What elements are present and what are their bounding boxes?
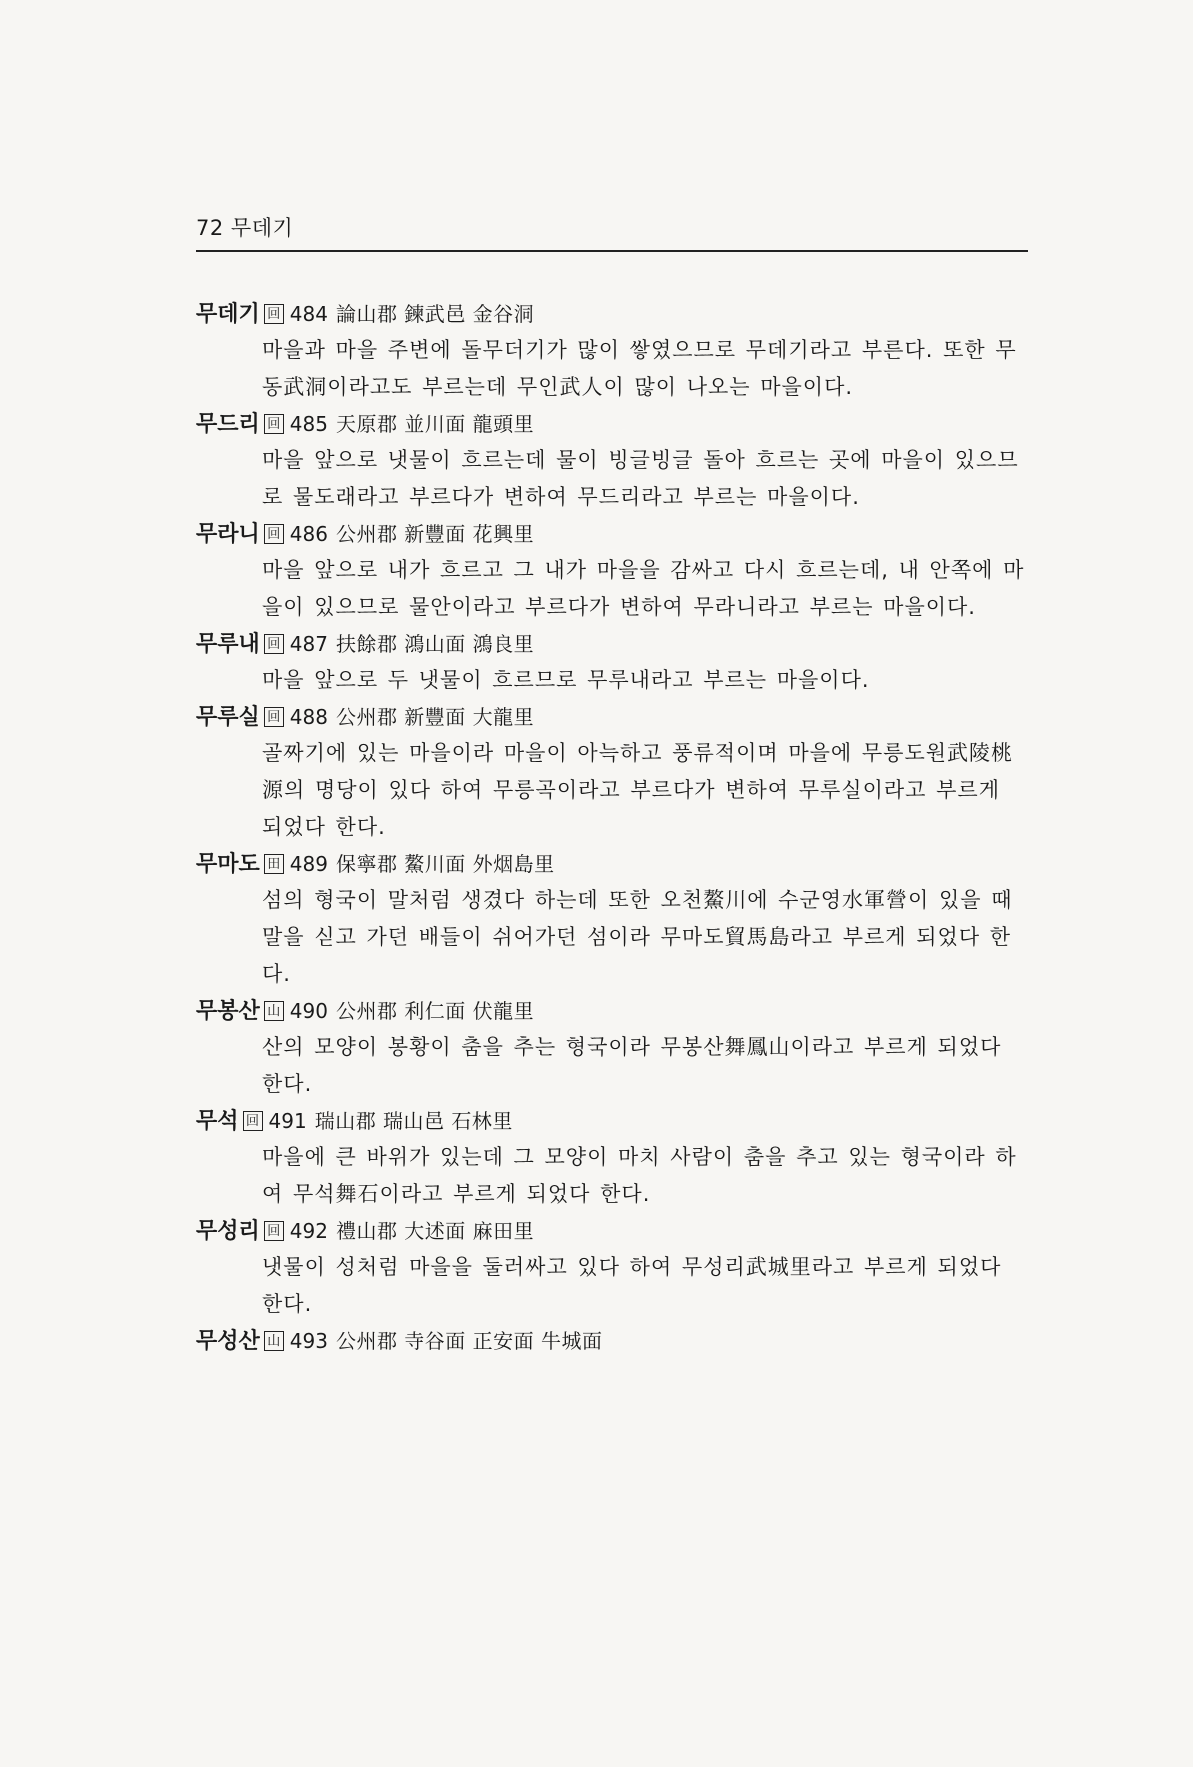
entry-number: 493 bbox=[289, 1329, 328, 1353]
entry-list bbox=[196, 296, 1028, 1359]
type-box-icon: 山 bbox=[264, 1001, 284, 1021]
entry-491 bbox=[196, 1103, 1028, 1213]
entry-location: 公州郡 新豐面 花興里 bbox=[335, 522, 535, 546]
type-box-icon: 回 bbox=[243, 1111, 263, 1131]
entry-heading bbox=[196, 626, 1028, 662]
headword: 무봉산 bbox=[196, 999, 260, 1024]
entry-490 bbox=[196, 993, 1028, 1103]
entry-description: 마을 앞으로 내가 흐르고 그 내가 마을을 감싸고 다시 흐르는데, 내 안쪽에 마을이 있으므로 물안이라고 부르다가 변하여 무라니라고 부르는 마을이다. bbox=[262, 558, 1025, 619]
page-number: 72 bbox=[196, 216, 224, 240]
entry-484 bbox=[196, 296, 1028, 406]
entry-heading bbox=[196, 296, 1028, 332]
entry-location: 保寧郡 鰲川面 外烟島里 bbox=[335, 852, 555, 876]
headword: 무루실 bbox=[196, 705, 260, 730]
type-box-icon: 山 bbox=[264, 1331, 284, 1351]
type-box-icon: 回 bbox=[264, 707, 284, 727]
headword: 무성리 bbox=[196, 1219, 260, 1244]
entry-number: 491 bbox=[268, 1109, 307, 1133]
entry-493 bbox=[196, 1323, 1028, 1359]
entry-heading bbox=[196, 1103, 1028, 1139]
entry-location: 天原郡 並川面 龍頭里 bbox=[335, 412, 535, 436]
type-box-icon: 回 bbox=[264, 524, 284, 544]
entry-486 bbox=[196, 516, 1028, 626]
entry-location: 公州郡 寺谷面 正安面 牛城面 bbox=[335, 1329, 603, 1353]
entry-489 bbox=[196, 846, 1028, 993]
entry-description: 마을 앞으로 냇물이 흐르는데 물이 빙글빙글 돌아 흐르는 곳에 마을이 있으므로 물도래라고 부르다가 변하여 무드리라고 부르는 마을이다. bbox=[262, 448, 1019, 509]
entry-heading bbox=[196, 846, 1028, 882]
entry-location: 論山郡 鍊武邑 金谷洞 bbox=[335, 302, 535, 326]
entry-492 bbox=[196, 1213, 1028, 1323]
entry-description: 마을 앞으로 두 냇물이 흐르므로 무루내라고 부르는 마을이다. bbox=[262, 668, 870, 692]
entry-number: 487 bbox=[289, 632, 328, 656]
entry-number: 484 bbox=[289, 302, 328, 326]
entry-description: 산의 모양이 봉황이 춤을 추는 형국이라 무봉산舞鳳山이라고 부르게 되었다 한다. bbox=[262, 1035, 1002, 1096]
entry-number: 489 bbox=[289, 852, 328, 876]
entry-heading bbox=[196, 699, 1028, 735]
entry-description: 마을에 큰 바위가 있는데 그 모양이 마치 사람이 춤을 추고 있는 형국이라 하여 무석舞石이라고 부르게 되었다 한다. bbox=[262, 1145, 1017, 1206]
entry-location: 公州郡 利仁面 伏龍里 bbox=[335, 999, 535, 1023]
type-box-icon: 田 bbox=[264, 854, 284, 874]
type-box-icon: 回 bbox=[264, 414, 284, 434]
entry-number: 492 bbox=[289, 1219, 328, 1243]
entry-description: 마을과 마을 주변에 돌무더기가 많이 쌓였으므로 무데기라고 부른다. 또한 무동武洞이라고도 부르는데 무인武人이 많이 나오는 마을이다. bbox=[262, 338, 1017, 399]
entry-heading bbox=[196, 1213, 1028, 1249]
headword: 무성산 bbox=[196, 1329, 260, 1354]
entry-number: 485 bbox=[289, 412, 328, 436]
entry-location: 扶餘郡 鴻山面 鴻良里 bbox=[335, 632, 535, 656]
headword: 무라니 bbox=[196, 522, 260, 547]
entry-heading bbox=[196, 406, 1028, 442]
type-box-icon: 回 bbox=[264, 1221, 284, 1241]
headword: 무마도 bbox=[196, 852, 260, 877]
entry-heading bbox=[196, 993, 1028, 1029]
headword: 무드리 bbox=[196, 412, 260, 437]
entry-number: 490 bbox=[289, 999, 328, 1023]
entry-heading bbox=[196, 1323, 1028, 1359]
entry-485 bbox=[196, 406, 1028, 516]
headword: 무루내 bbox=[196, 632, 260, 657]
entry-location: 公州郡 新豐面 大龍里 bbox=[335, 705, 535, 729]
type-box-icon: 回 bbox=[264, 634, 284, 654]
header-rule bbox=[196, 250, 1028, 252]
headword: 무석 bbox=[196, 1109, 239, 1134]
entry-number: 488 bbox=[289, 705, 328, 729]
entry-heading bbox=[196, 516, 1028, 552]
entry-location: 瑞山郡 瑞山邑 石林里 bbox=[314, 1109, 513, 1133]
entry-location: 禮山郡 大述面 麻田里 bbox=[335, 1219, 535, 1243]
entry-number: 486 bbox=[289, 522, 328, 546]
running-title: 무데기 bbox=[230, 216, 294, 240]
headword: 무데기 bbox=[196, 302, 260, 327]
entry-description: 냇물이 성처럼 마을을 둘러싸고 있다 하여 무성리武城里라고 부르게 되었다 한다. bbox=[262, 1255, 1002, 1316]
entry-description: 골짜기에 있는 마을이라 마을이 아늑하고 풍류적이며 마을에 무릉도원武陵桃源의 명당이 있다 하여 무릉곡이라고 부르다가 변하여 무루실이라고 부르게 되었다 한다. bbox=[262, 741, 1014, 839]
entry-487 bbox=[196, 626, 1028, 699]
entry-description: 섬의 형국이 말처럼 생겼다 하는데 또한 오천鰲川에 수군영水軍營이 있을 때 말을 싣고 가던 배들이 쉬어가던 섬이라 무마도貿馬島라고 부르게 되었다 한다. bbox=[262, 888, 1013, 986]
type-box-icon: 回 bbox=[264, 304, 284, 324]
entry-488 bbox=[196, 699, 1028, 846]
page-header bbox=[196, 212, 1028, 242]
